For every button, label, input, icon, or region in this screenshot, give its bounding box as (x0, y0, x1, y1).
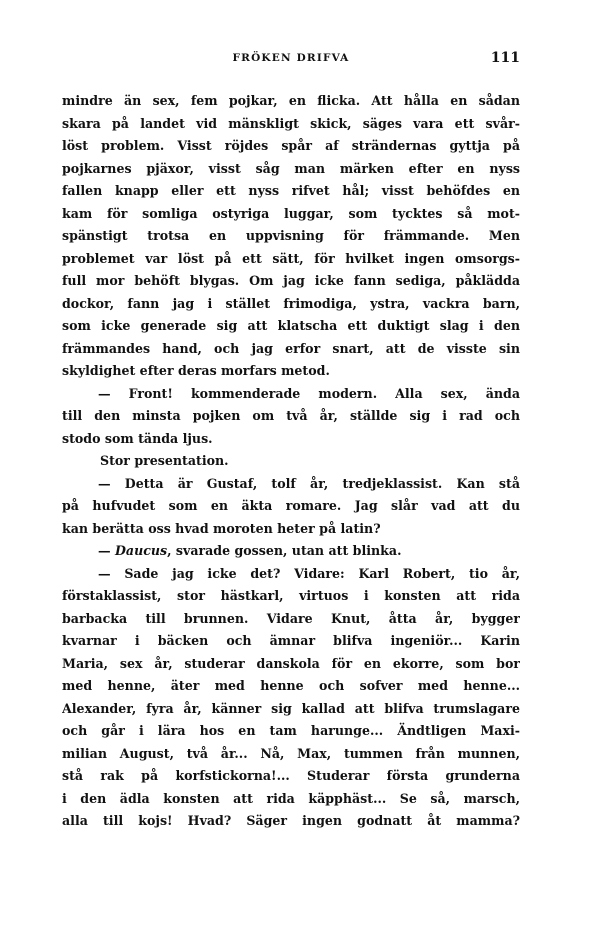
text-line: Stor presentation. (100, 453, 229, 468)
text-line: — Front! kommenderade modern. Alla sex, ända (98, 385, 520, 401)
text-line: alla till kojs! Hvad? Säger ingen godnatt åt mamma? (62, 813, 520, 828)
text-line: fallen knapp eller ett nyss rifvet hål; visst behöfdes en (62, 183, 520, 198)
text-line: i den ädla konsten att rida käpphäst... Se så, marsch, (62, 790, 520, 806)
text-line: stodo som tända ljus. (62, 430, 213, 446)
text-line: främmandes hand, och jag erfor snart, att de visste sin (62, 340, 520, 356)
text-line: med henne, äter med henne och sofver med henne... (62, 678, 520, 693)
text-line: löst problem. Visst röjdes spår af strändernas gyttja på (62, 138, 520, 153)
text-line (62, 540, 520, 563)
page-number: 111 (490, 50, 520, 66)
text-line: kan berätta oss hvad moroten heter på latin? (62, 520, 381, 536)
text-line: full mor behöft blygas. Om jag icke fann sediga, påklädda (62, 273, 520, 288)
text-line-part: — (98, 543, 115, 558)
text-line: spänstigt trotsa en uppvisning för främmande. Men (62, 228, 520, 243)
text-line: och går i lära hos en tam harunge... Ändtligen Maxi- (62, 723, 520, 738)
text-line: problemet var löst på ett sätt, för hvilket ingen omsorgs- (62, 250, 520, 266)
text-line: kvarnar i bäcken och ämnar blifva ingeniör... Karin (62, 633, 520, 648)
text-line: — Sade jag icke det? Vidare: Karl Robert, tio år, (98, 565, 520, 581)
text-line: milian August, två år... Nå, Max, tummen från munnen, (62, 745, 520, 761)
text-line: dockor, fann jag i stället frimodiga, ystra, vackra barn, (62, 295, 520, 311)
text-line: — Detta är Gustaf, tolf år, tredjeklassist. Kan stå (98, 475, 520, 491)
text-line: på hufvudet som en äkta romare. Jag slår vad att du (62, 498, 520, 513)
text-line: mindre än sex, fem pojkar, en flicka. Att hålla en sådan (62, 93, 520, 108)
text-line: skyldighet efter deras morfars metod. (62, 363, 330, 378)
text-line: kam för somliga ostyriga luggar, som tycktes så mot- (62, 205, 520, 221)
text-line: pojkarnes pjäxor, visst såg man märken efter en nyss (62, 160, 520, 176)
page-header (62, 50, 520, 70)
text-line: förstaklassist, stor hästkarl, virtuos i konsten att rida (62, 588, 520, 603)
body-text (62, 90, 520, 833)
text-line: stå rak på korfstickorna!... Studerar första grunderna (62, 768, 520, 783)
text-line: Maria, sex år, studerar danskola för en ekorre, som bor (62, 655, 520, 671)
text-line: Alexander, fyra år, känner sig kallad att blifva trumslagare (62, 700, 520, 716)
italic-word: Daucus (114, 543, 168, 558)
text-line: som icke generade sig att klatscha ett duktigt slag i den (62, 318, 520, 333)
text-line-part: , svarade gossen, utan att blinka. (167, 543, 402, 558)
running-title: FRÖKEN DRIFVA (232, 52, 350, 64)
text-line: skara på landet vid mänskligt skick, säges vara ett svår- (62, 115, 520, 131)
text-line: barbacka till brunnen. Vidare Knut, åtta år, bygger (62, 610, 520, 626)
text-line: till den minsta pojken om två år, ställde sig i rad och (62, 408, 520, 423)
